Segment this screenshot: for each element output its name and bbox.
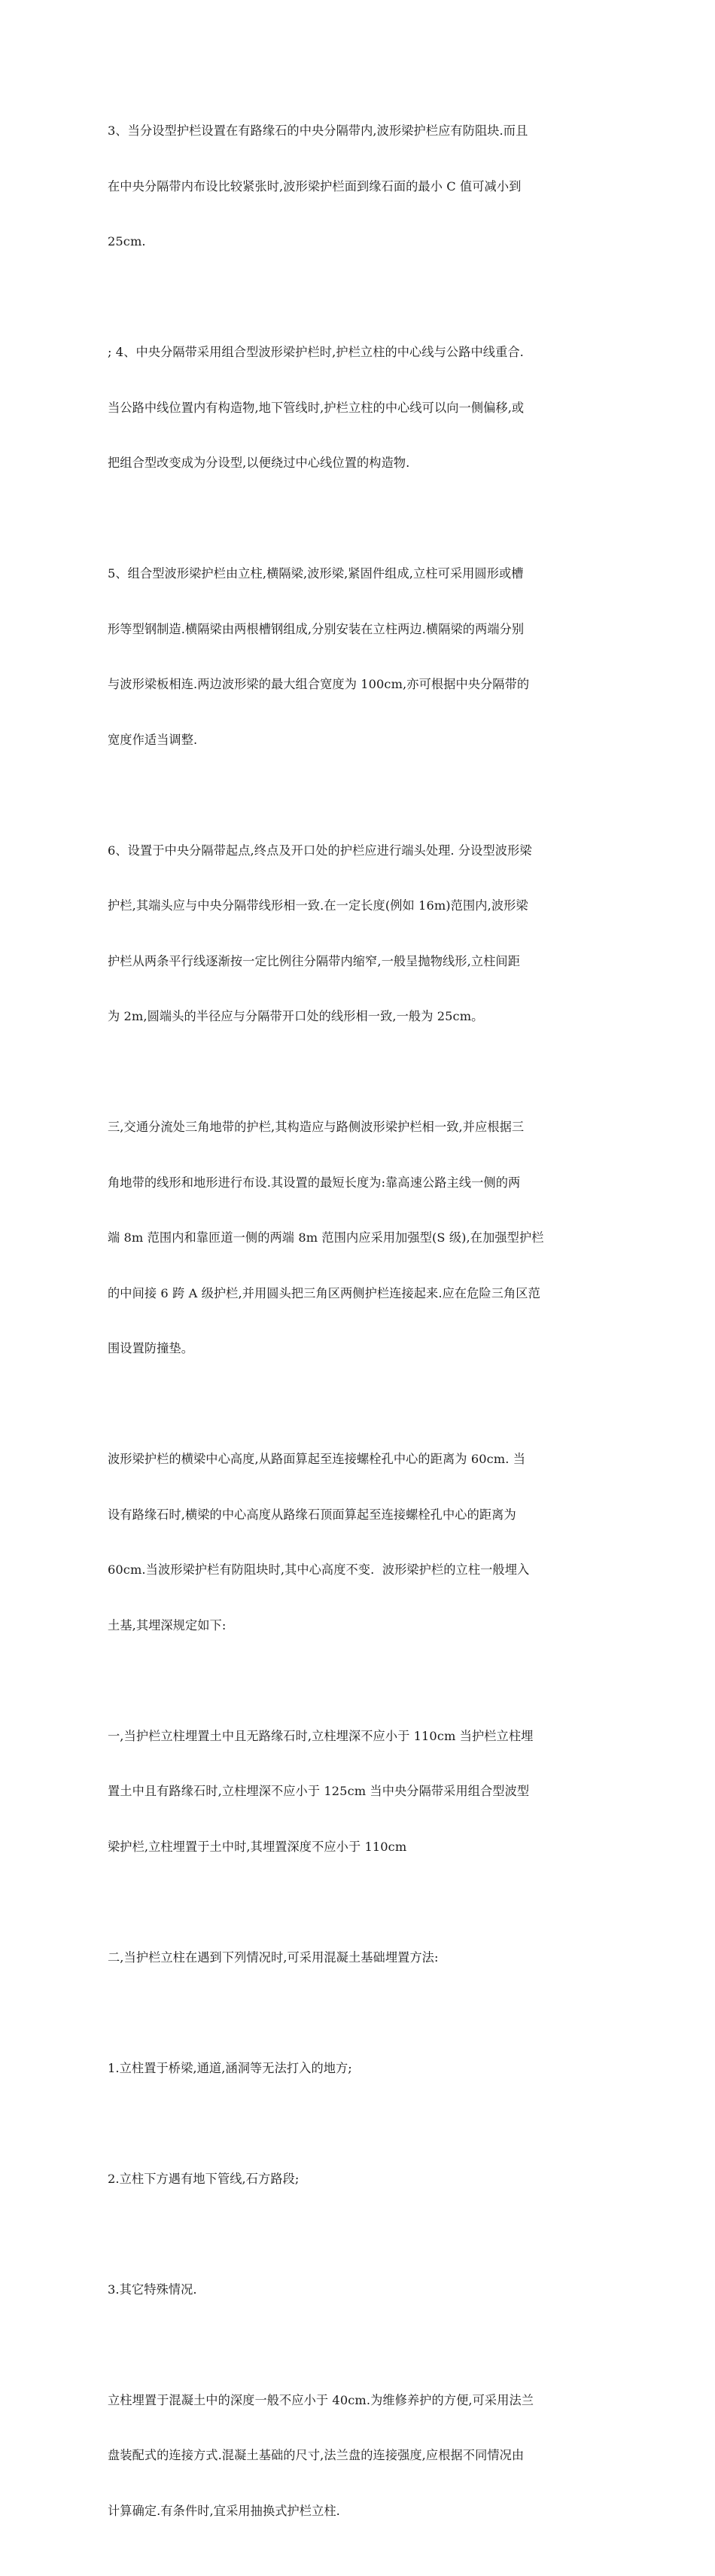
text-line: 三,交通分流处三角地带的护栏,其构造应与路侧波形梁护栏相一致,并应根据三 (108, 1120, 525, 1134)
paragraph-beam-height (108, 1413, 607, 1672)
text-line: 3.其它特殊情况. (108, 2282, 197, 2297)
text-line: 一,当护栏立柱埋置土中且无路缘石时,立柱埋深不应小于 110cm 当护栏立柱埋 (108, 1728, 534, 1743)
text-line: 土基,其埋深规定如下: (108, 1617, 227, 1632)
text-line: 波形梁护栏的横梁中心高度,从路面算起至连接螺栓孔中心的距离为 60cm. 当 (108, 1452, 526, 1466)
text-line: 3、当分设型护栏设置在有路缘石的中央分隔带内,波形梁护栏应有防阻块.而且 (108, 123, 528, 138)
paragraph-triangle-area (108, 1081, 607, 1395)
text-line: 的中间接 6 跨 A 级护栏,并用圆头把三角区两侧护栏连接起来.应在危险三角区范 (108, 1285, 540, 1300)
text-line: 立柱埋置于混凝土中的深度一般不应小于 40cm.为维修养护的方便,可采用法兰 (108, 2392, 534, 2407)
paragraph-median-separated-guardrail (108, 85, 607, 288)
text-line: 宽度作适当调整. (108, 732, 198, 747)
text-line: 60cm.当波形梁护栏有防阻块时,其中心高度不变. 波形梁护栏的立柱一般埋入 (108, 1562, 530, 1577)
text-line: 5、组合型波形梁护栏由立柱,横隔梁,波形梁,紧固件组成,立柱可采用圆形或槽 (108, 566, 524, 581)
text-line: 设有路缘石时,横梁的中心高度从路缘石顶面算起至连接螺栓孔中心的距离为 (108, 1507, 516, 1522)
text-line: 围设置防撞垫。 (108, 1341, 194, 1355)
paragraph-concrete-depth (108, 2355, 607, 2558)
document-page (108, 85, 607, 2576)
list-item-2 (108, 2133, 607, 2226)
text-line: 把组合型改变成为分设型,以便绕过中心线位置的构造物. (108, 456, 410, 470)
text-line: 6、设置于中央分隔带起点,终点及开口处的护栏应进行端头处理. 分设型波形梁 (108, 843, 532, 858)
text-line: 2.立柱下方遇有地下管线,石方路段; (108, 2171, 300, 2186)
list-item-3 (108, 2244, 607, 2337)
text-line: ; 4、中央分隔带采用组合型波形梁护栏时,护栏立柱的中心线与公路中线重合. (108, 345, 524, 359)
text-line: 角地带的线形和地形进行布设.其设置的最短长度为:靠高速公路主线一侧的两 (108, 1175, 521, 1190)
text-line: 二,当护栏立柱在遇到下列情况时,可采用混凝土基础埋置方法: (108, 1950, 439, 1965)
paragraph-combined-type-centerline (108, 306, 607, 510)
text-line: 在中央分隔带内布设比较紧张时,波形梁护栏面到缘石面的最小 C 值可减小到 (108, 178, 522, 194)
text-line: 计算确定.有条件时,宜采用抽换式护栏立柱. (108, 2503, 340, 2518)
text-line: 护栏从两条平行线逐渐按一定比例往分隔带内缩窄,一般呈抛物线形,立柱间距 (108, 953, 520, 968)
text-line: 端 8m 范围内和靠匝道一侧的两端 8m 范围内应采用加强型(S 级),在加强型护栏 (108, 1230, 544, 1245)
text-line: 为 2m,圆端头的半径应与分隔带开口处的线形相一致,一般为 25cm。 (108, 1009, 484, 1023)
text-line: 梁护栏,立柱埋置于土中时,其埋置深度不应小于 110cm (108, 1839, 407, 1854)
paragraph-end-treatment (108, 805, 607, 1063)
text-line: 置土中且有路缘石时,立柱埋深不应小于 125cm 当中央分隔带采用组合型波型 (108, 1784, 530, 1798)
list-item-1 (108, 2023, 607, 2115)
paragraph-concrete-foundation-intro (108, 1912, 607, 2004)
text-line: 盘装配式的连接方式.混凝土基础的尺寸,法兰盘的连接强度,应根据不同情况由 (108, 2448, 525, 2462)
text-line: 当公路中线位置内有构造物,地下管线时,护栏立柱的中心线可以向一侧偏移,或 (108, 400, 525, 415)
paragraph-combined-type-components (108, 528, 607, 786)
text-line: 与波形梁板相连.两边波形梁的最大组合宽度为 100cm,亦可根据中央分隔带的 (108, 677, 530, 691)
text-line: 1.立柱置于桥梁,通道,涵洞等无法打入的地方; (108, 2060, 352, 2075)
text-line: 25cm. (108, 234, 146, 248)
text-line: 形等型钢制造.横隔梁由两根槽钢组成,分别安装在立柱两边.横隔梁的两端分别 (108, 621, 525, 636)
text-line: 护栏,其端头应与中央分隔带线形相一致.在一定长度(例如 16m)范围内,波形梁 (108, 898, 528, 913)
paragraph-post-embedment-depth (108, 1690, 607, 1894)
